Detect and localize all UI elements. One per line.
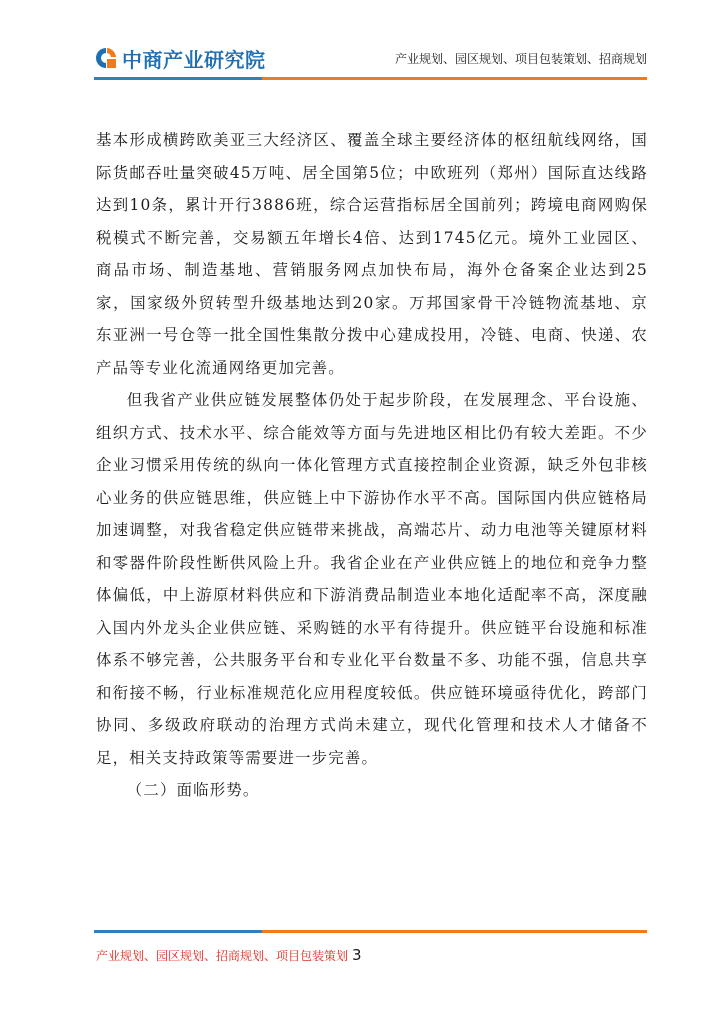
footer-rule-blue (94, 930, 262, 933)
page-number: 3 (352, 946, 362, 964)
header-rule-blue (94, 77, 262, 80)
header-rule-orange (262, 77, 647, 80)
section-subheading: （二）面临形势。 (126, 781, 260, 799)
logo-mark-icon (94, 46, 118, 70)
paragraph-continued: 基本形成横跨欧美亚三大经济区、覆盖全球主要经济体的枢纽航线网络，国际货邮吞吐量突破45万吨、居全国第5位；中欧班列（郑州）国际直达线路达到10条，累计开行3886班，综合运营指标居全国前列；跨境电商网购保税模式不断完善，交易额五年增长4倍、达到1745亿元。境外工业园区、商品市场、制造基地、营销服务网点加快布局，海外仓备案企业达到25家，国家级外贸转型升级基地达到20家。万邦国家骨干冷链物流基地、京东亚洲一号仓等一批全国性集散分拨中心建成投用，冷链、电商、快递、农产品等专业化流通网络更加完善。 (96, 131, 648, 377)
company-logo (94, 44, 266, 72)
paragraph-supply-chain-gaps: 但我省产业供应链发展整体仍处于起步阶段，在发展理念、平台设施、组织方式、技术水平、综合能效等方面与先进地区相比仍有较大差距。不少企业习惯采用传统的纵向一体化管理方式直接控制企业资源，缺乏外包非核心业务的供应链思维，供应链上中下游协作水平不高。国际国内供应链格局加速调整，对我省稳定供应链带来挑战，高端芯片、动力电池等关键原材料和零器件阶段性断供风险上升。我省企业在产业供应链上的地位和竞争力整体偏低，中上游原材料供应和下游消费品制造业本地化适配率不高，深度融入国内外龙头企业供应链、采购链的水平有待提升。供应链平台设施和标准体系不够完善，公共服务平台和专业化平台数量不多、功能不强，信息共享和衔接不畅，行业标准规范化应用程度较低。供应链环境亟待优化，跨部门协同、多级政府联动的治理方式尚未建立，现代化管理和技术人才储备不足，相关支持政策等需要进一步完善。 (96, 391, 648, 767)
page-footer (96, 946, 362, 964)
page-header (0, 0, 724, 80)
document-body (96, 124, 648, 807)
header-tagline: 产业规划、园区规划、项目包装策划、招商规划 (394, 52, 647, 66)
logo-text: 中商产业研究院 (122, 47, 266, 72)
footer-rule-orange (262, 930, 647, 933)
footer-text: 产业规划、园区规划、招商规划、项目包装策划 (96, 949, 349, 963)
